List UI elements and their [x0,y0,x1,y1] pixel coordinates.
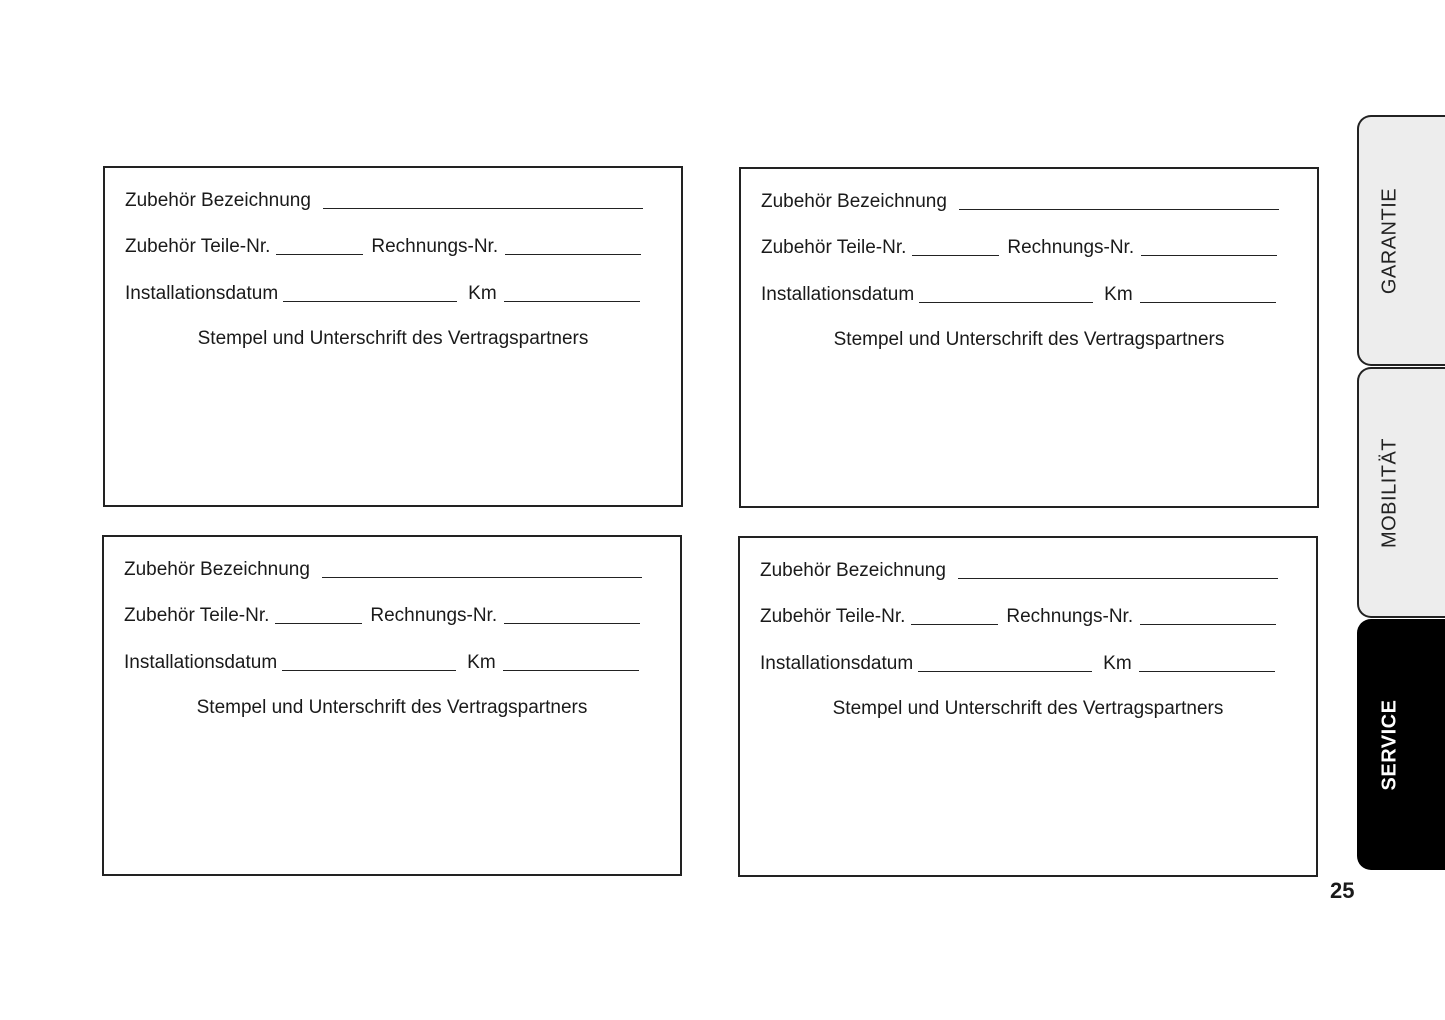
accessory-form-4 [738,536,1318,877]
accessory-name-field[interactable] [959,208,1279,210]
km-field[interactable] [504,300,640,302]
accessory-name-field[interactable] [323,207,643,209]
installation-km-row [761,282,1276,306]
part-invoice-row [760,604,1276,628]
km-field[interactable] [503,669,639,671]
invoice-no-field[interactable] [505,253,641,255]
tab-mobilitaet-label: MOBILITÄT [1378,437,1401,548]
part-no-field[interactable] [275,622,362,624]
accessory-name-row [124,557,642,581]
invoice-no-label: Rechnungs-Nr. [371,236,499,257]
accessory-name-row [760,558,1278,582]
installation-date-field[interactable] [282,669,456,671]
part-no-field[interactable] [276,253,363,255]
accessory-form-1 [103,166,683,507]
tab-service[interactable] [1357,619,1445,870]
installation-date-label: Installationsdatum [761,284,915,305]
tab-garantie[interactable] [1357,115,1445,366]
installation-km-row [125,281,640,305]
part-invoice-row [124,603,640,627]
stamp-caption: Stempel und Unterschrift des Vertragspartners [832,698,1224,719]
accessory-name-label: Zubehör Bezeichnung [761,191,947,212]
installation-date-label: Installationsdatum [124,652,278,673]
installation-km-row [760,651,1275,675]
km-label: Km [468,283,497,304]
accessory-form-2 [739,167,1319,508]
stamp-caption: Stempel und Unterschrift des Vertragspartners [197,328,589,349]
km-label: Km [1104,284,1133,305]
page-number: 25 [1330,878,1355,903]
km-label: Km [467,652,496,673]
km-field[interactable] [1139,670,1275,672]
installation-date-field[interactable] [283,300,457,302]
installation-date-field[interactable] [919,301,1093,303]
part-invoice-row [125,234,641,258]
tab-service-label: SERVICE [1378,699,1401,790]
km-field[interactable] [1140,301,1276,303]
installation-km-row [124,650,639,674]
installation-date-label: Installationsdatum [760,653,914,674]
accessory-name-field[interactable] [958,577,1278,579]
part-invoice-row [761,235,1277,259]
accessory-name-label: Zubehör Bezeichnung [124,559,310,580]
invoice-no-field[interactable] [1140,623,1276,625]
accessory-name-label: Zubehör Bezeichnung [125,190,311,211]
tab-mobilitaet[interactable] [1357,367,1445,618]
stamp-caption: Stempel und Unterschrift des Vertragspartners [833,329,1225,350]
invoice-no-label: Rechnungs-Nr. [1007,237,1135,258]
part-no-label: Zubehör Teile-Nr. [124,605,270,626]
accessory-name-row [125,188,643,212]
accessory-name-field[interactable] [322,576,642,578]
part-no-field[interactable] [911,623,998,625]
accessory-name-label: Zubehör Bezeichnung [760,560,946,581]
stamp-caption: Stempel und Unterschrift des Vertragspartners [196,697,588,718]
tab-garantie-label: GARANTIE [1378,187,1401,294]
installation-date-field[interactable] [918,670,1092,672]
invoice-no-field[interactable] [504,622,640,624]
invoice-no-label: Rechnungs-Nr. [1006,606,1134,627]
accessory-name-row [761,189,1279,213]
part-no-label: Zubehör Teile-Nr. [760,606,906,627]
part-no-label: Zubehör Teile-Nr. [125,236,271,257]
part-no-label: Zubehör Teile-Nr. [761,237,907,258]
invoice-no-label: Rechnungs-Nr. [370,605,498,626]
installation-date-label: Installationsdatum [125,283,279,304]
km-label: Km [1103,653,1132,674]
invoice-no-field[interactable] [1141,254,1277,256]
accessory-form-3 [102,535,682,876]
part-no-field[interactable] [912,254,999,256]
